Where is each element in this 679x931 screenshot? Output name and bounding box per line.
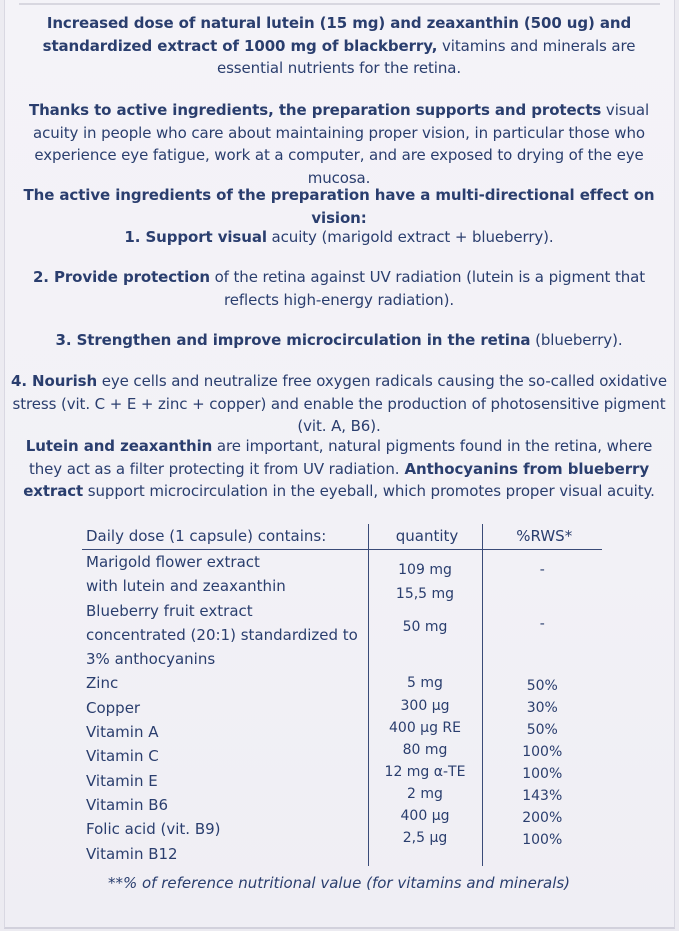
rws-value: 100%	[522, 743, 563, 760]
name-line: Marigold flower extract	[86, 553, 260, 571]
spacer	[483, 550, 603, 558]
benefit-2-bold: 2. Provide protection	[32, 268, 210, 286]
benefit-3	[10, 329, 668, 352]
quantity-value: 400 µg	[400, 808, 450, 825]
spacer	[483, 582, 603, 612]
name-line: Copper	[86, 698, 141, 717]
quantity-value: 400 µg RE	[389, 720, 461, 737]
rws-value: -	[539, 562, 545, 578]
footnote: **% of reference nutritional value (for vitamins and minerals)	[107, 874, 571, 892]
top-border-line	[19, 3, 660, 5]
quantity-value: 2,5 µg	[402, 830, 448, 847]
spacer	[369, 639, 482, 671]
benefit-4-regular: eye cells and neutralize free oxygen radicals causing the so-called oxidative stress (vit. C + E + zinc + copper) and enable the production of photosensitive pigment (vit. A, B6).	[12, 372, 667, 435]
name-line: Vitamin B12	[86, 844, 178, 863]
name-line: Vitamin E	[86, 771, 158, 790]
quantity-value: 2 mg	[407, 786, 443, 803]
rws-value: 100%	[522, 765, 563, 782]
header-rws: %RWS*	[482, 524, 602, 550]
p2-bold: Thanks to active ingredients, the preparation supports and protects	[28, 101, 602, 119]
name-line: Vitamin B6	[86, 795, 169, 814]
rws-column	[482, 550, 602, 866]
p2-regular: visual acuity in people who care about maintaining proper vision, in particular those who experience eye fatigue, work at a computer, and are exposed to drying of the eye mucosa.	[33, 101, 650, 187]
name-line: concentrated (20:1) standardized to	[86, 625, 358, 644]
p1-regular: vitamins and minerals are essential nutrients for the retina.	[216, 36, 636, 77]
rws-value: 200%	[522, 809, 563, 826]
name-line: Vitamin A	[86, 723, 159, 742]
quantity-value: 80 mg	[402, 742, 448, 759]
name-line: 3% anthocyanins	[86, 650, 216, 669]
quantity-value: 300 µg	[400, 698, 450, 715]
name-line: Vitamin C	[86, 747, 159, 766]
benefit-1-bold: 1. Support visual	[124, 228, 267, 246]
quantity-value: 15,5 mg	[395, 586, 455, 603]
benefit-3-regular: (blueberry).	[530, 331, 623, 349]
benefit-1	[10, 226, 668, 249]
nutrition-table	[82, 524, 602, 866]
p5-regular-1: are important, natural pigments found in the retina, where they act as a filter protecting it from UV radiation.	[28, 437, 653, 478]
quantity-value: 50 mg	[402, 618, 448, 635]
quantity-column	[368, 550, 482, 866]
intro-paragraph-5	[10, 435, 668, 503]
table-header-row	[82, 524, 602, 550]
rws-value: 50%	[526, 677, 558, 694]
benefit-2-regular: of the retina against UV radiation (lutein is a pigment that reflects high-energy radiation).	[209, 268, 646, 309]
rws-value: 30%	[526, 699, 558, 716]
spacer	[483, 637, 603, 675]
benefit-4	[10, 370, 668, 438]
intro-paragraph-3	[10, 184, 668, 229]
header-ingredient: Daily dose (1 capsule) contains:	[82, 524, 368, 550]
intro-paragraph-1	[10, 12, 668, 80]
name-line: Zinc	[86, 674, 119, 693]
quantity-value: 5 mg	[407, 674, 443, 691]
name-line: Blueberry fruit extract	[86, 601, 253, 620]
benefit-4-bold: 4. Nourish	[11, 372, 98, 390]
table-row	[82, 550, 602, 866]
ingredient-name	[82, 550, 368, 866]
p5-bold-1: Lutein and zeaxanthin	[25, 437, 213, 455]
p5-regular-2: support microcirculation in the eyeball, which promotes proper visual acuity.	[83, 482, 655, 500]
name-line: Folic acid (vit. B9)	[86, 820, 221, 839]
rws-value: 50%	[526, 721, 558, 738]
spacer	[369, 550, 482, 558]
benefit-3-bold: 3. Strengthen and improve microcirculation in the retina	[55, 331, 531, 349]
rws-value: -	[539, 616, 545, 633]
name-line: with lutein and zeaxanthin	[86, 577, 286, 596]
intro-paragraph-2	[10, 99, 668, 189]
spacer	[369, 607, 482, 615]
header-quantity: quantity	[368, 524, 482, 550]
quantity-value: 12 mg α-TE	[384, 764, 466, 781]
rws-value: 100%	[522, 831, 563, 848]
p1-bold: Increased dose of natural lutein (15 mg) and zeaxanthin (500 ug) and standardized extract of 1000 mg of blackberry,	[42, 14, 632, 55]
benefit-1-regular: acuity (marigold extract + blueberry).	[266, 228, 554, 246]
p5-bold-2: Anthocyanins from blueberry extract	[23, 459, 650, 500]
benefit-2	[10, 266, 668, 311]
p3-bold: The active ingredients of the preparation have a multi-directional effect on vision:	[23, 186, 655, 227]
rws-value: 143%	[522, 787, 563, 804]
quantity-value: 109 mg	[398, 562, 452, 578]
